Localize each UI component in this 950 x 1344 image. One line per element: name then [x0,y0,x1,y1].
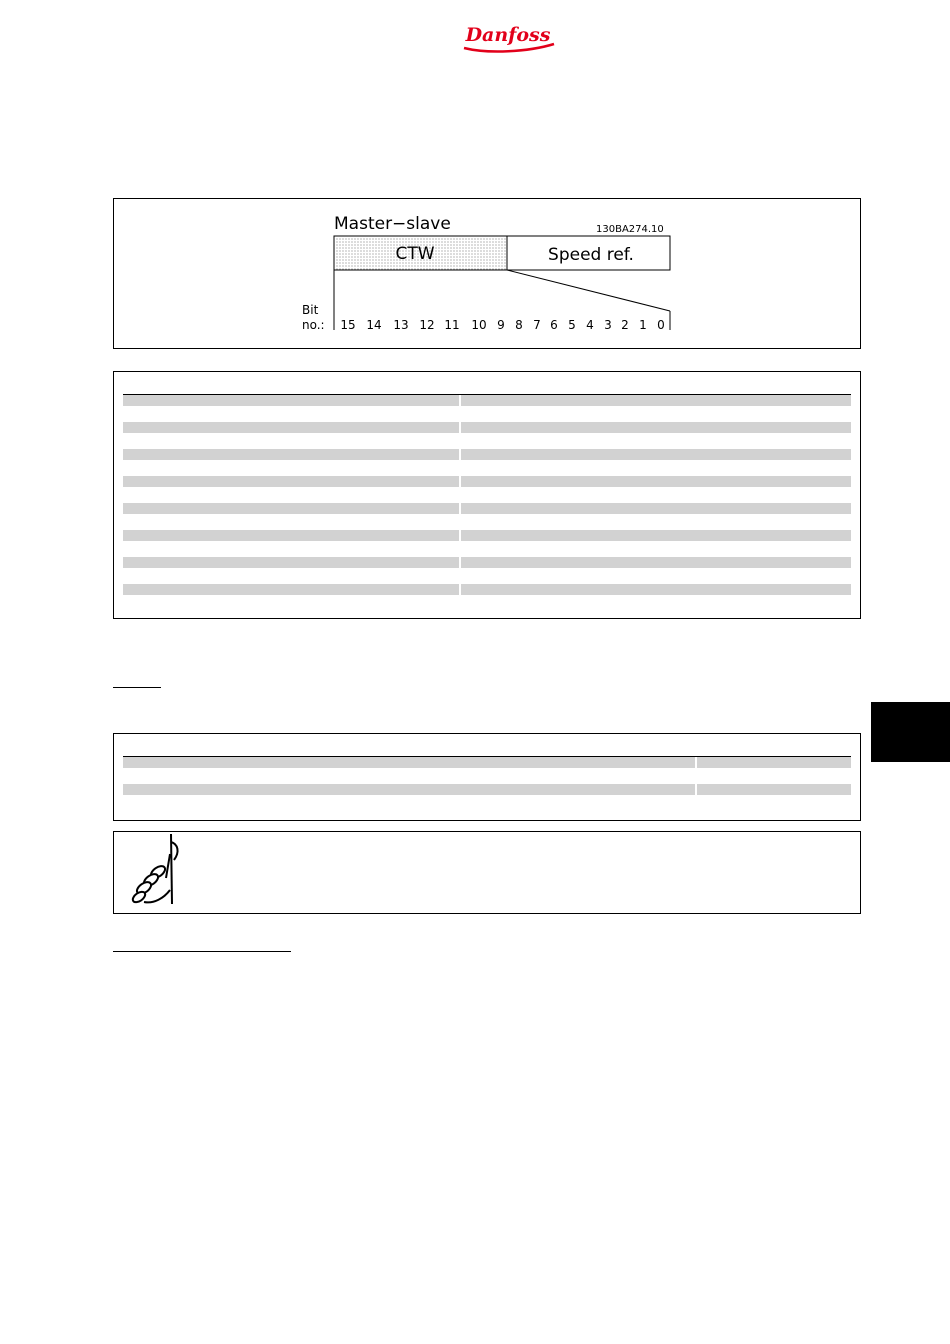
frame-diagram-box [113,198,861,349]
table-cell [461,449,851,460]
table-row [123,584,851,595]
table-cell [123,530,459,541]
table-row [123,422,851,433]
bit-label-line1: Bit [302,303,319,317]
bit-number: 12 [419,318,435,332]
bit-numbers [340,318,664,332]
table-cell [123,757,695,768]
bit-number: 13 [393,318,409,332]
table-row [123,395,851,406]
table-row [123,557,851,568]
table-cell [123,449,459,460]
ctw-label: CTW [395,244,435,264]
master-slave-diagram [114,199,860,348]
chapter-tab [871,702,950,762]
table-box-2 [113,733,861,821]
danfoss-logo [458,14,558,54]
table-cell [461,422,851,433]
bit-number: 0 [657,318,665,332]
table-cell [697,757,851,768]
section-heading-underline [113,687,161,688]
bit-number: 11 [444,318,460,332]
bit-number: 3 [604,318,612,332]
table-cell [123,422,459,433]
diagram-title: Master−slave [334,214,451,234]
table-cell [461,476,851,487]
table-cell [123,557,459,568]
bit-number: 5 [568,318,576,332]
bit-number: 6 [550,318,558,332]
table-cell [461,503,851,514]
table-row [123,757,851,768]
table-row [123,530,851,541]
table-cell [461,530,851,541]
table-cell [461,584,851,595]
bit-number: 9 [497,318,505,332]
table-row [123,784,851,795]
bit-bracket-slant [507,270,670,311]
bit-number: 15 [340,318,356,332]
bit-number: 10 [471,318,487,332]
bit-number: 8 [515,318,523,332]
section-heading-underline-2 [113,951,291,952]
logo-text: Danfoss [465,24,551,46]
bit-number: 7 [533,318,541,332]
bit-number: 14 [366,318,382,332]
speed-ref-label: Speed ref. [548,245,634,265]
hand-pointing-icon [114,832,194,913]
table-row [123,503,851,514]
table-cell [123,584,459,595]
diagram-code: 130BA274.10 [596,224,664,235]
table-row [123,449,851,460]
bit-number: 1 [639,318,647,332]
table-cell [461,395,851,406]
bit-label-line2: no.: [302,318,325,332]
table-cell [123,503,459,514]
table-box-1 [113,371,861,619]
table-cell [461,557,851,568]
table-cell [123,395,459,406]
table-cell [123,784,695,795]
table-cell [123,476,459,487]
table-cell [697,784,851,795]
note-box [113,831,861,914]
bit-number: 2 [621,318,629,332]
bit-number: 4 [586,318,594,332]
table-row [123,476,851,487]
